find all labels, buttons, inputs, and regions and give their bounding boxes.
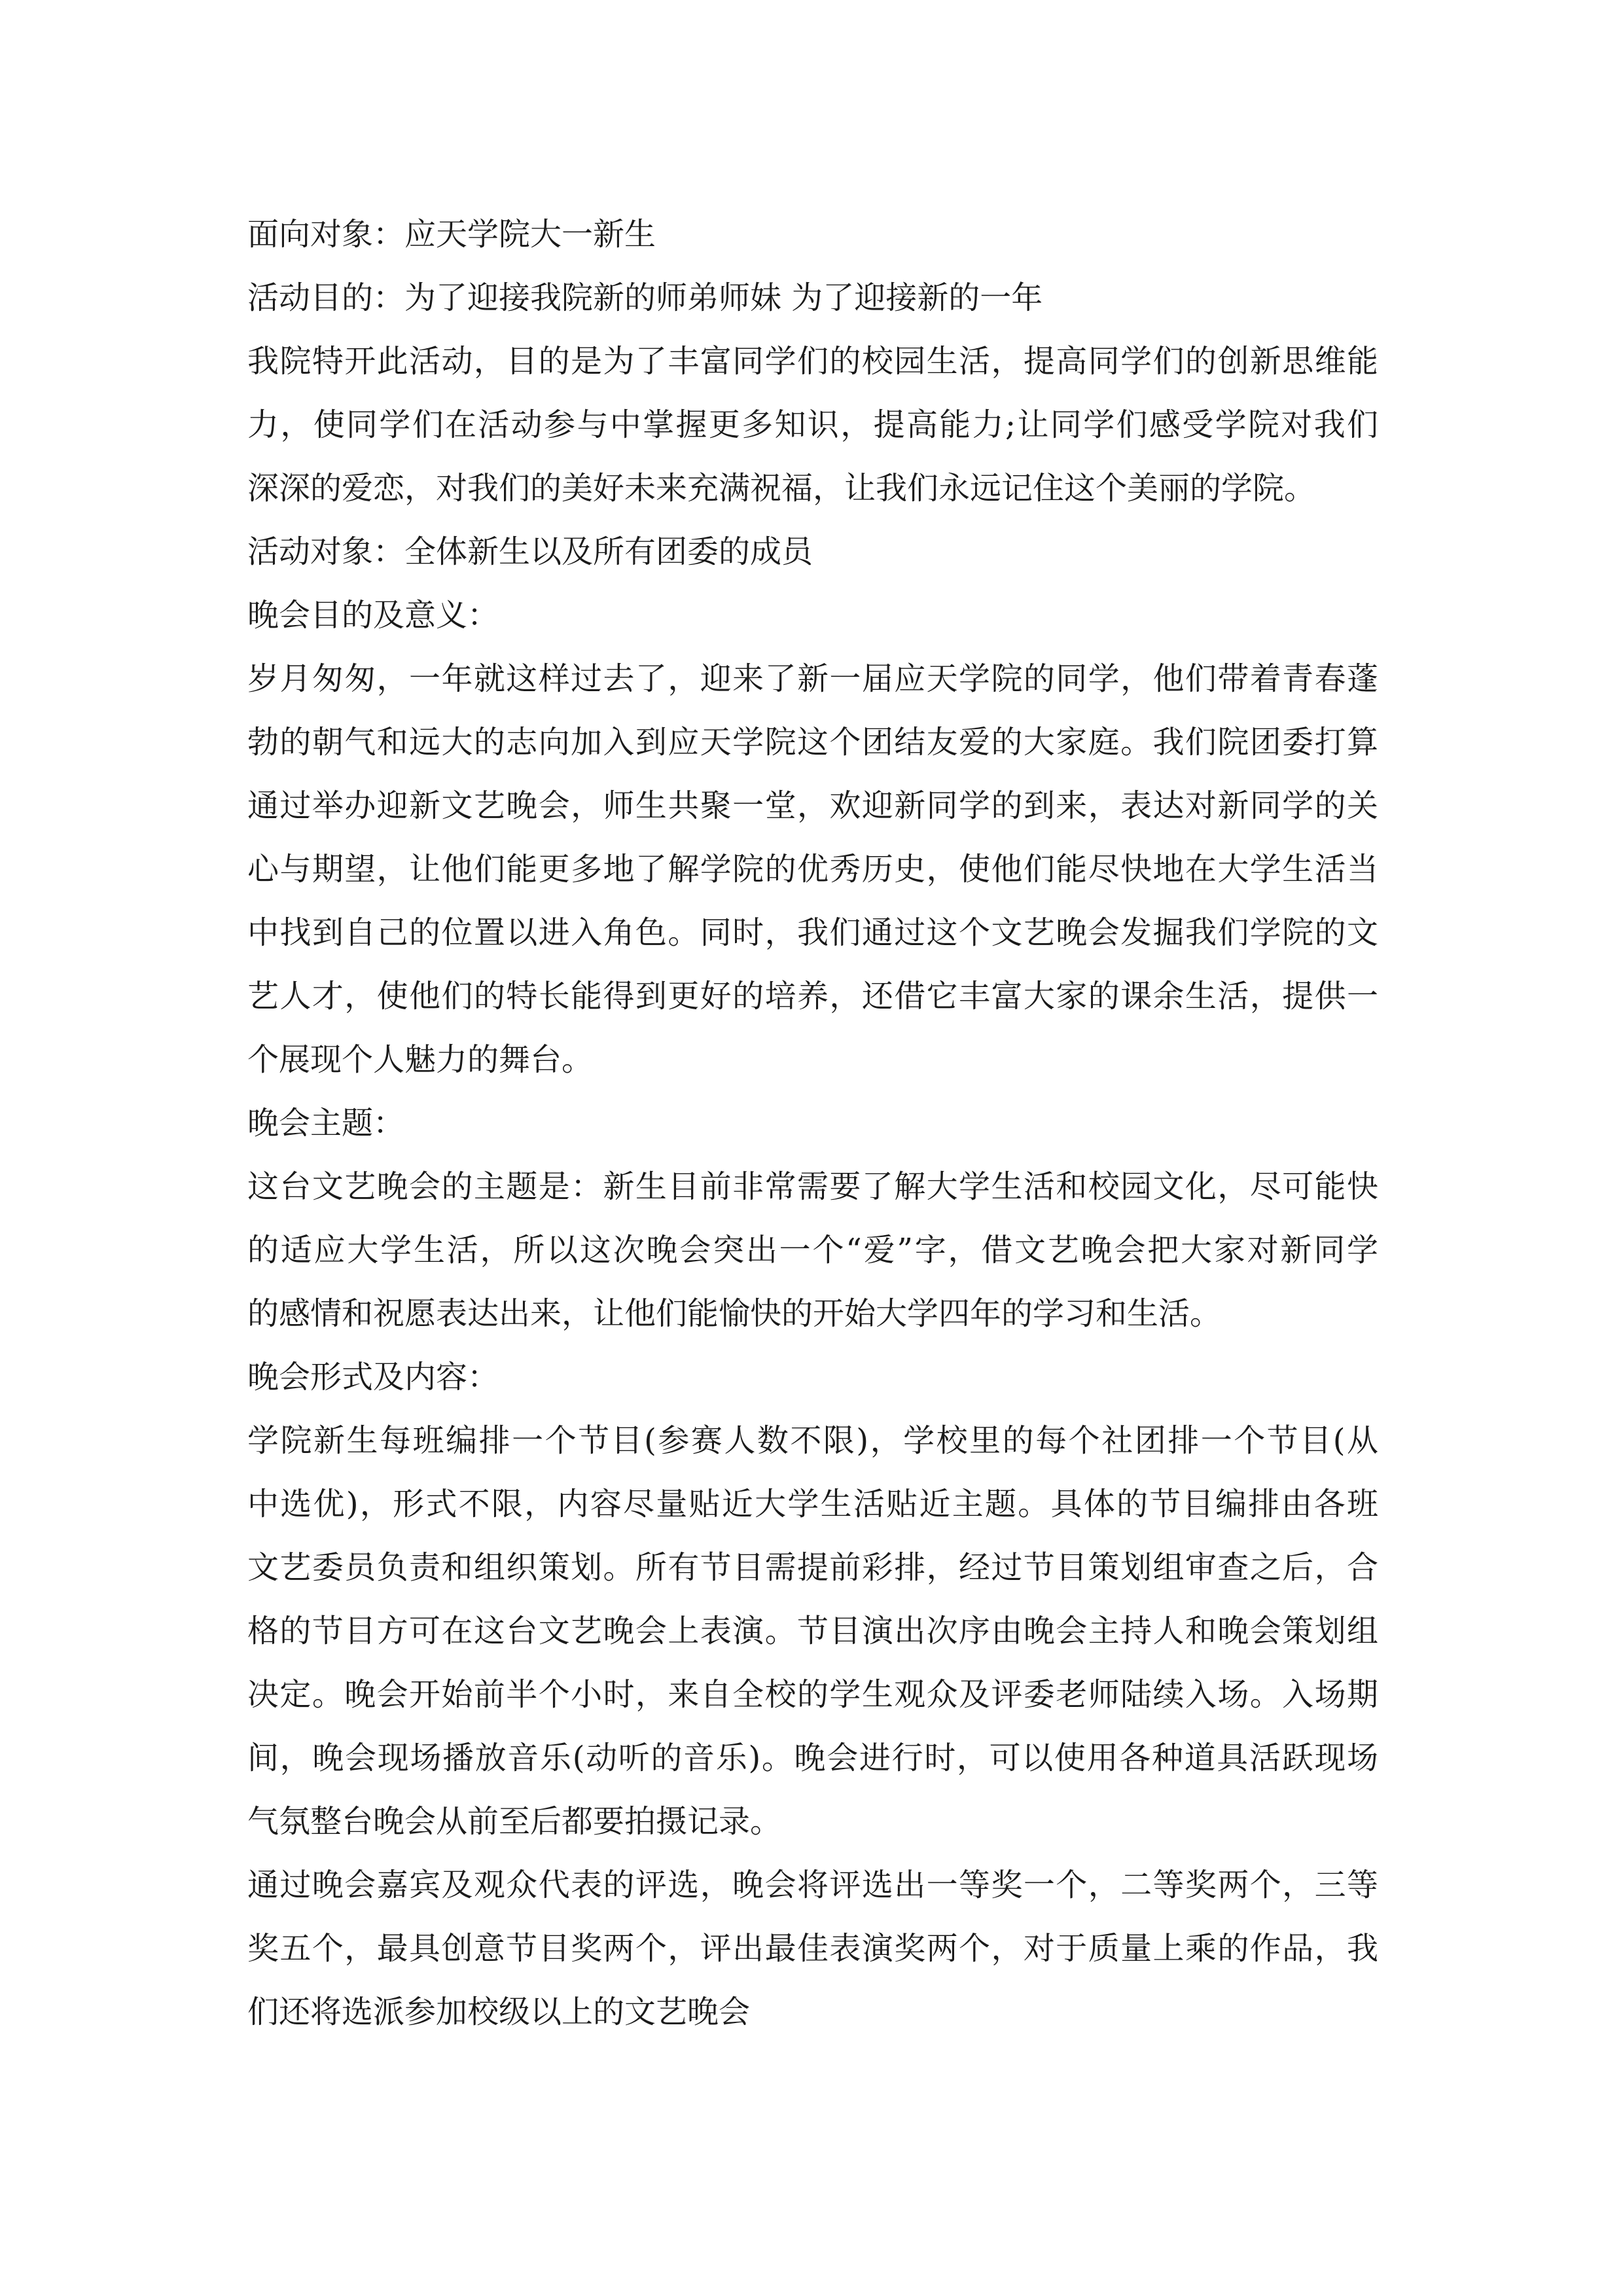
document-line: 艺人才，使他们的特长能得到更好的培养，还借它丰富大家的课余生活，提供一 xyxy=(247,978,1378,1014)
document-line: 奖五个，最具创意节目奖两个，评出最佳表演奖两个，对于质量上乘的作品，我 xyxy=(247,1930,1378,1967)
document-line: 我院特开此活动，目的是为了丰富同学们的校园生活，提高同学们的创新思维能 xyxy=(247,343,1378,380)
document-line: 岁月匆匆，一年就这样过去了，迎来了新一届应天学院的同学，他们带着青春蓬 xyxy=(247,660,1378,697)
document-line: 心与期望，让他们能更多地了解学院的优秀历史，使他们能尽快地在大学生活当 xyxy=(247,851,1378,888)
document-line: 面向对象：应天学院大一新生 xyxy=(247,216,656,253)
document-line: 晚会目的及意义： xyxy=(247,597,499,634)
document-line: 的感情和祝愿表达出来，让他们能愉快的开始大学四年的学习和生活。 xyxy=(247,1295,1222,1332)
document-line: 活动目的：为了迎接我院新的师弟师妹 为了迎接新的一年 xyxy=(247,279,1043,316)
document-line: 格的节目方可在这台文艺晚会上表演。节目演出次序由晚会主持人和晚会策划组 xyxy=(247,1613,1378,1649)
document-line: 文艺委员负责和组织策划。所有节目需提前彩排，经过节目策划组审查之后，合 xyxy=(247,1549,1378,1586)
document-line: 通过晚会嘉宾及观众代表的评选，晚会将评选出一等奖一个，二等奖两个，三等 xyxy=(247,1867,1378,1903)
document-line: 学院新生每班编排一个节目(参赛人数不限)，学校里的每个社团排一个节目(从 xyxy=(247,1422,1378,1459)
document-line: 晚会主题： xyxy=(247,1105,405,1141)
document-line: 间，晚会现场播放音乐(动听的音乐)。晚会进行时，可以使用各种道具活跃现场 xyxy=(247,1740,1378,1776)
document-line: 个展现个人魅力的舞台。 xyxy=(247,1041,594,1078)
document-line: 晚会形式及内容： xyxy=(247,1359,499,1395)
document-line: 通过举办迎新文艺晚会，师生共聚一堂，欢迎新同学的到来，表达对新同学的关 xyxy=(247,787,1378,824)
document-line: 力，使同学们在活动参与中掌握更多知识，提高能力;让同学们感受学院对我们 xyxy=(247,406,1378,443)
document-line: 中选优)，形式不限，内容尽量贴近大学生活贴近主题。具体的节目编排由各班 xyxy=(247,1486,1378,1522)
document-line: 气氛整台晚会从前至后都要拍摄记录。 xyxy=(247,1803,782,1840)
document-line: 决定。晚会开始前半个小时，来自全校的学生观众及评委老师陆续入场。入场期 xyxy=(247,1676,1378,1713)
document-line: 这台文艺晚会的主题是：新生目前非常需要了解大学生活和校园文化，尽可能快 xyxy=(247,1168,1378,1205)
document-line: 中找到自己的位置以进入角色。同时，我们通过这个文艺晚会发掘我们学院的文 xyxy=(247,914,1378,951)
document-line: 们还将选派参加校级以上的文艺晚会 xyxy=(247,1994,751,2030)
document-line: 活动对象：全体新生以及所有团委的成员 xyxy=(247,533,813,570)
document-line: 的适应大学生活，所以这次晚会突出一个“爱”字，借文艺晚会把大家对新同学 xyxy=(247,1232,1378,1268)
document-line: 勃的朝气和远大的志向加入到应天学院这个团结友爱的大家庭。我们院团委打算 xyxy=(247,724,1378,761)
document-line: 深深的爱恋，对我们的美好未来充满祝福，让我们永远记住这个美丽的学院。 xyxy=(247,470,1316,507)
document-body xyxy=(247,203,1378,2044)
